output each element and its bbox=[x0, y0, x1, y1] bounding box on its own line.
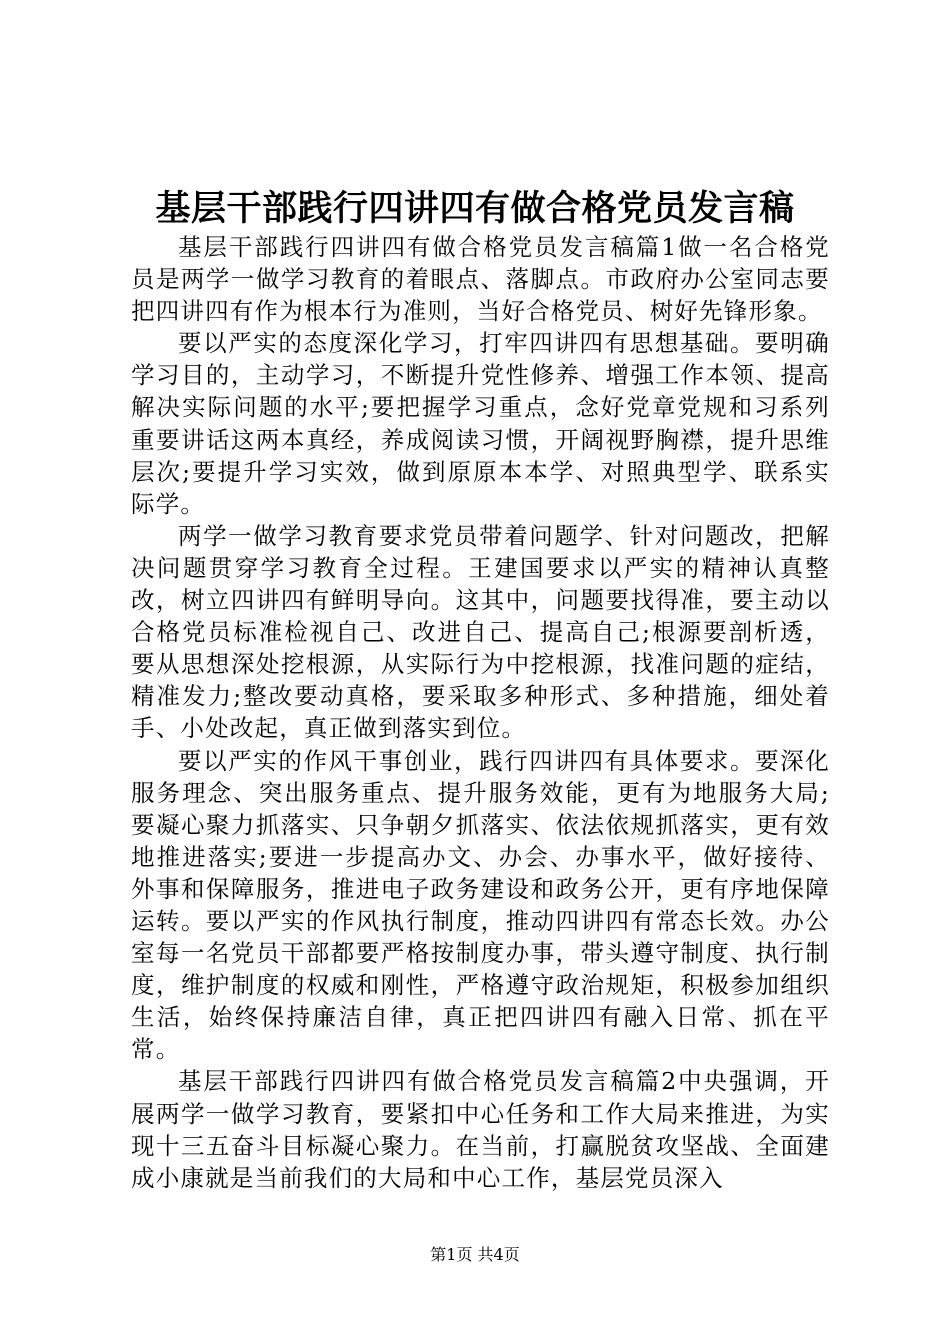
paragraph-3: 两学一做学习教育要求党员带着问题学、针对问题改，把解决问题贯穿学习教育全过程。王建国要求以严实的精神认真整改，树立四讲四有鲜明导向。这其中，问题要找得准，要主动以合格党员标准检视自己、改进自己、提高自己;根源要剖析透，要从思想深处挖根源，从实际行为中挖根源，找准问题的症结，精准发力;整改要动真格，要采取多种形式、多种措施，细处着手、小处改起，真正做到落实到位。 bbox=[131, 521, 830, 743]
page-number-footer: 第1页 共4页 bbox=[430, 1245, 520, 1264]
paragraph-4: 要以严实的作风干事创业，践行四讲四有具体要求。要深化服务理念、突出服务重点、提升服务效能，更有为地服务大局;要凝心聚力抓落实、只争朝夕抓落实、依法依规抓落实，更有效地推进落实;要进一步提高办文、办会、办事水平，做好接待、外事和保障服务，推进电子政务建设和政务公开，更有序地保障运转。要以严实的作风执行制度，推动四讲四有常态长效。办公室每一名党员干部都要严格按制度办事，带头遵守制度、执行制度，维护制度的权威和刚性，严格遵守政治规矩，积极参加组织生活，始终保持廉洁自律，真正把四讲四有融入日常、抓在平常。 bbox=[131, 746, 830, 1064]
paragraph-2: 要以严实的态度深化学习，打牢四讲四有思想基础。要明确学习目的，主动学习，不断提升党性修养、增强工作本领、提高解决实际问题的水平;要把握学习重点，念好党章党规和习系列重要讲话这两本真经，养成阅读习惯，开阔视野胸襟，提升思维层次;要提升学习实效，做到原原本本学、对照典型学、联系实际学。 bbox=[131, 329, 830, 518]
paragraph-5: 基层干部践行四讲四有做合格党员发言稿篇2中央强调，开展两学一做学习教育，要紧扣中心任务和工作大局来推进，为实现十三五奋斗目标凝心聚力。在当前，打赢脱贫攻坚战、全面建成小康就是当前我们的大局和中心工作，基层党员深入 bbox=[131, 1067, 830, 1192]
document-body bbox=[131, 231, 830, 1194]
paragraph-1: 基层干部践行四讲四有做合格党员发言稿篇1做一名合格党员是两学一做学习教育的着眼点、落脚点。市政府办公室同志要把四讲四有作为根本行为准则，当好合格党员、树好先锋形象。 bbox=[131, 233, 830, 326]
document-title: 基层干部践行四讲四有做合格党员发言稿 bbox=[155, 188, 795, 229]
